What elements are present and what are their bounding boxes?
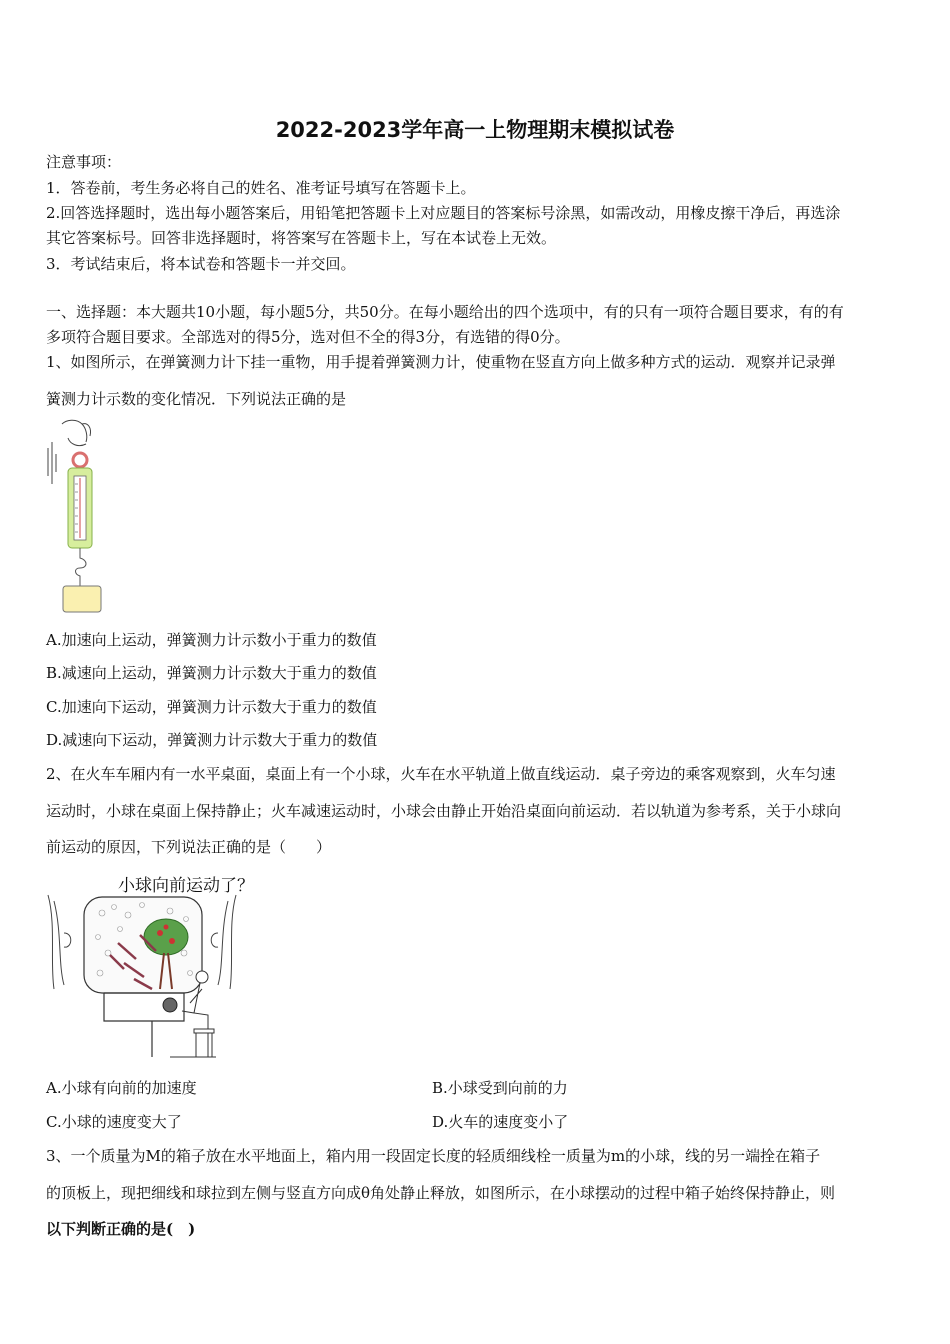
section-instructions-1: 一、选择题：本大题共10小题，每小题5分，共50分。在每小题给出的四个选项中，有的只有一项符合题目要求，有的有 [46,303,844,321]
q1-stem-1: 1、如图所示，在弹簧测力计下挂一重物，用手提着弹簧测力计，使重物在竖直方向上做多种方式的运动．观察并记录弹 [46,353,836,371]
q1-option-d: D.减速向下运动，弹簧测力计示数大于重力的数值 [46,731,378,749]
q3-stem-3: 以下判断正确的是( ) [46,1220,196,1238]
notice-heading: 注意事项： [46,153,122,171]
spring-scale-figure [42,418,112,616]
q2-stem-3: 前运动的原因，下列说法正确的是（ ） [46,838,332,856]
notice-item-1: 1．答卷前，考生务必将自己的姓名、准考证号填写在答题卡上。 [46,179,476,197]
q3-stem-2: 的顶板上，现把细线和球拉到左侧与竖直方向成θ角处静止释放，如图所示，在小球摆动的过程中箱子始终保持静止，则 [46,1184,836,1202]
q2-stem-2: 运动时，小球在桌面上保持静止；火车减速运动时，小球会由静止开始沿桌面向前运动．若以轨道为参考系，关于小球向 [46,802,842,820]
page-title: 2022-2023学年高一上物理期末模拟试卷 [275,118,675,142]
q2-option-c: C.小球的速度变大了 [46,1113,182,1131]
notice-item-2-cont: 其它答案标号。回答非选择题时，将答案写在答题卡上，写在本试卷上无效。 [46,229,557,247]
notice-item-2: 2.回答选择题时，选出每小题答案后，用铅笔把答题卡上对应题目的答案标号涂黑，如需改动，用橡皮擦干净后，再选涂 [46,204,841,222]
q1-option-c: C.加速向下运动，弹簧测力计示数大于重力的数值 [46,698,377,716]
q1-option-a: A.加速向上运动，弹簧测力计示数小于重力的数值 [46,631,377,649]
q2-option-d: D.火车的速度变小了 [432,1113,569,1131]
section-instructions-2: 多项符合题目要求。全部选对的得5分，选对但不全的得3分，有选错的得0分。 [46,328,570,346]
q1-option-b: B.减速向上运动，弹簧测力计示数大于重力的数值 [46,664,377,682]
q3-stem-1: 3、一个质量为M的箱子放在水平地面上，箱内用一段固定长度的轻质细线栓一质量为m的小球，线的另一端拴在箱子 [46,1147,821,1165]
train-window-figure [44,893,244,1063]
q2-option-a: A.小球有向前的加速度 [46,1079,197,1097]
q2-option-b: B.小球受到向前的力 [432,1079,568,1097]
train-figure-caption: 小球向前运动了？ [118,876,254,896]
q2-stem-1: 2、在火车车厢内有一水平桌面，桌面上有一个小球，火车在水平轨道上做直线运动．桌子旁边的乘客观察到，火车匀速 [46,765,836,783]
q1-stem-2: 簧测力计示数的变化情况．下列说法正确的是 [46,390,347,408]
notice-item-3: 3．考试结束后，将本试卷和答题卡一并交回。 [46,255,356,273]
